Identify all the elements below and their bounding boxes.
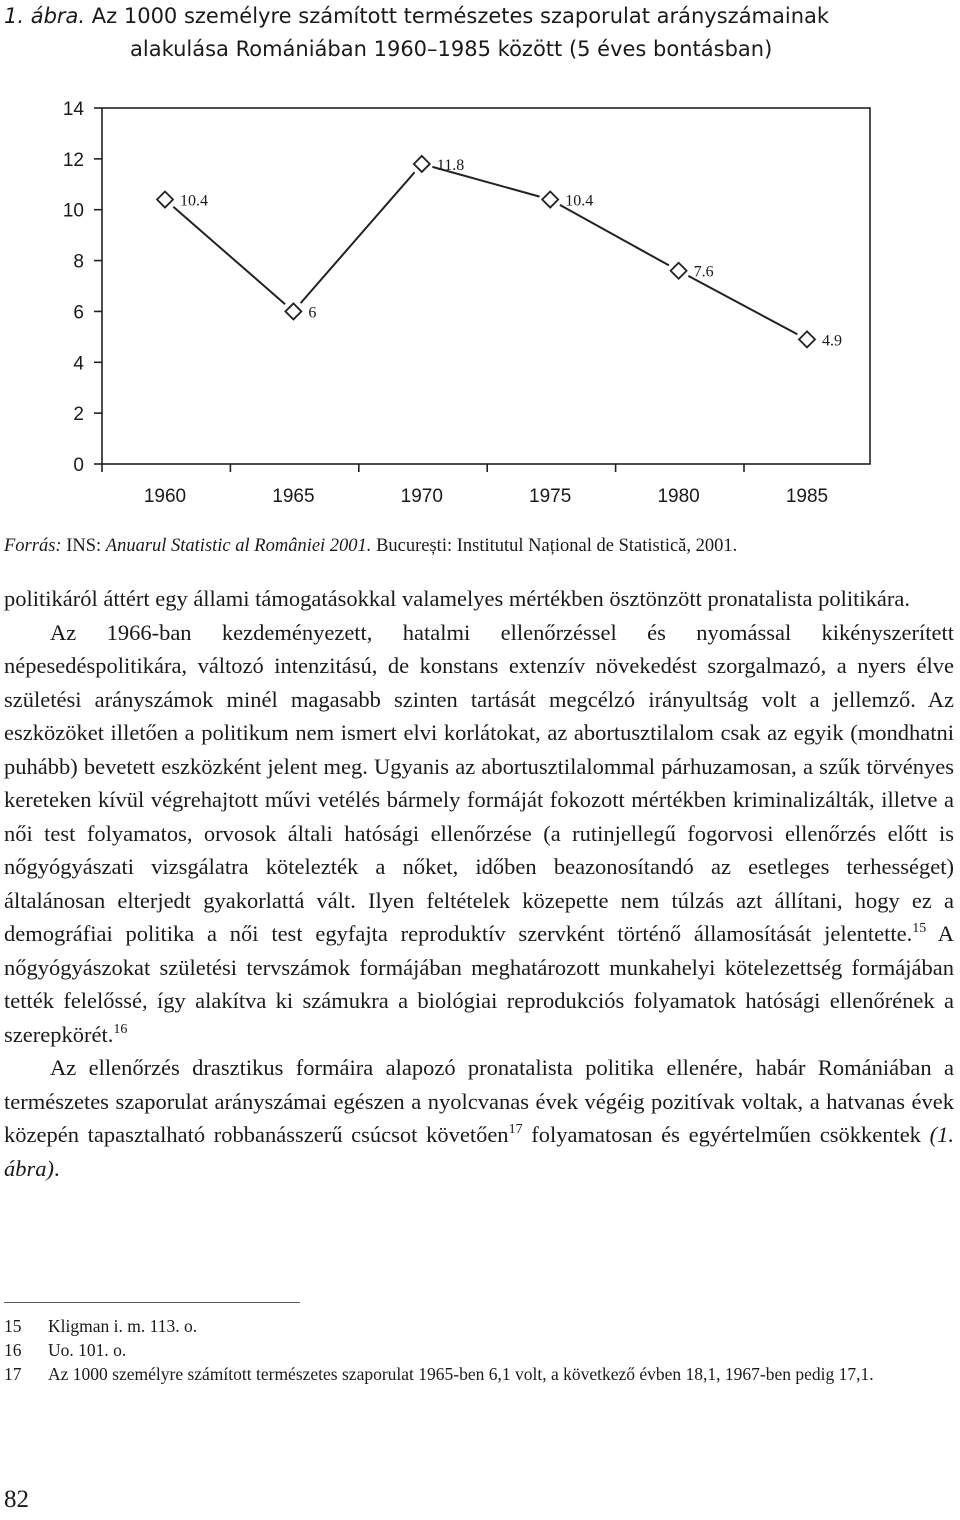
series-line-segment bbox=[560, 205, 669, 266]
series-line-segment bbox=[301, 172, 415, 303]
footnote-text: Az 1000 személyre számított természetes szaporulat 1965-ben 6,1 volt, a következő évben 18,1, 1967-ben pedig 17,1. bbox=[48, 1364, 874, 1384]
figure-caption-line2: alakulása Romániában 1960–1985 között (5 éves bontásban) bbox=[130, 37, 773, 61]
data-label: 11.8 bbox=[436, 156, 465, 174]
y-tick-label: 6 bbox=[73, 302, 84, 324]
source-rest: București: Institutul Național de Statistică, 2001. bbox=[376, 536, 738, 556]
y-tick-label: 10 bbox=[62, 200, 84, 222]
x-tick-label: 1965 bbox=[272, 486, 315, 507]
series-line-segment bbox=[688, 276, 797, 334]
x-tick-label: 1970 bbox=[400, 486, 443, 507]
paragraph-3 bbox=[4, 1051, 954, 1185]
paragraph-3-text-a: Az ellenőrzés drasztikus formáira alapozó pronatalista politika ellenére, habár Romániában a természetes szaporulat arányszámai egészen a nyolcvanas évek végéig pozitívak voltak, a hatvanas évek közepén tapasztalható robbanásszerű csúcsot követően bbox=[4, 1055, 954, 1147]
paragraph-2-text-a: Az 1966-ban kezdeményezett, hatalmi ellenőrzéssel és nyomással kikényszerített népesedéspolitikára, változó intenzitású, de konstans extenzív növekedést szorgalmazó, a nyers élve születési arányszámok minél magasabb szinten tartását megcélzó irányultság volt a jellemző. Az eszközöket illetően a politikum nem ismert elvi korlátokat, az abortusztilalom csak az egyik (mondhatni puhább) bevetett eszközként jelent meg. Ugyanis az abortusztilalommal párhuzamosan, a szűk törvényes kereteken kívül végrehajtott művi vetélés bármely formáját fokozott mértékben kriminalizálták, illetve a női test folyamatos, orvosok általi hatósági ellenőrzése (a rutinjellegű fogorvosi ellenőrzés előtt is nőgyógyászati vizsgálatra kötelezték a nőket, időben beazonosítandó az esetleges terhességet) általánosan elterjedt gyakorlattá vált. Ilyen feltételek közepette nem túlzás azt állítani, hogy ez a demográfiai politika a női test egyfajta reproduktív szervként történő államosítását jelentette. bbox=[4, 619, 954, 946]
figure-caption-line1: Az 1000 személyre számított természetes szaporulat arányszámainak bbox=[91, 4, 830, 28]
x-tick-label: 1980 bbox=[657, 486, 700, 507]
footnote-number: 15 bbox=[4, 1316, 22, 1336]
data-label: 7.6 bbox=[693, 263, 714, 281]
paragraph-3-end: . bbox=[54, 1155, 60, 1181]
paragraph-2 bbox=[4, 616, 954, 1052]
body-text bbox=[4, 582, 954, 1185]
data-point bbox=[671, 263, 687, 279]
data-label: 4.9 bbox=[822, 332, 842, 350]
footnote-17 bbox=[4, 1362, 954, 1386]
data-label: 10.4 bbox=[565, 192, 594, 210]
footnote-number: 17 bbox=[4, 1364, 22, 1384]
figure-reference[interactable]: (1. ábra) bbox=[4, 1122, 954, 1181]
footnote-ref-16[interactable]: 16 bbox=[113, 1021, 128, 1037]
paragraph-1: politikáról áttért egy állami támogatásokkal valamelyes mértékben ösztönzött pronatalista politikára. bbox=[4, 586, 910, 611]
line-chart bbox=[0, 84, 960, 520]
data-point bbox=[414, 156, 430, 172]
paragraph-3-text-b: folyamatosan és egyértelműen csökkentek bbox=[522, 1122, 930, 1147]
footnote-ref-15[interactable]: 15 bbox=[912, 921, 927, 936]
figure-source bbox=[4, 534, 954, 558]
data-point bbox=[285, 303, 301, 319]
y-tick-label: 2 bbox=[73, 404, 84, 426]
x-tick-label: 1975 bbox=[529, 486, 572, 507]
y-tick-label: 4 bbox=[73, 353, 84, 375]
figure-caption bbox=[4, 0, 954, 66]
data-label: 6 bbox=[308, 304, 317, 322]
x-tick-label: 1960 bbox=[143, 486, 187, 507]
data-point bbox=[542, 192, 558, 208]
data-point bbox=[157, 192, 173, 208]
footnotes bbox=[4, 1314, 954, 1386]
footnote-number: 16 bbox=[4, 1340, 22, 1360]
data-label: 10.4 bbox=[180, 192, 208, 210]
page-number: 82 bbox=[4, 1486, 29, 1513]
data-point bbox=[799, 331, 815, 347]
source-org: INS: bbox=[66, 536, 102, 556]
footnote-text: Kligman i. m. 113. o. bbox=[48, 1316, 198, 1336]
footnote-divider bbox=[4, 1302, 300, 1303]
paragraph-2-text-b: A nőgyógyászokat születési tervszámok formájában meghatározott munkahelyi kötelezettség formájában tették felelőssé, így alakítva ki számukra a biológiai reprodukciós folyamatok hatósági ellenőrének a szerepkörét. bbox=[4, 921, 954, 1047]
footnote-ref-17[interactable]: 17 bbox=[508, 1122, 523, 1137]
plot-area bbox=[102, 108, 870, 464]
y-tick-label: 8 bbox=[73, 251, 84, 273]
y-tick-label: 12 bbox=[62, 149, 84, 171]
series-line-segment bbox=[173, 207, 285, 304]
source-title: Anuarul Statistic al României 2001. bbox=[105, 536, 372, 556]
footnote-text: Uo. 101. o. bbox=[48, 1340, 127, 1360]
footnote-16 bbox=[4, 1338, 954, 1362]
figure-label: 1. ábra. bbox=[4, 4, 86, 28]
source-label: Forrás: bbox=[4, 536, 62, 556]
x-tick-label: 1985 bbox=[785, 486, 829, 507]
y-tick-label: 0 bbox=[73, 455, 84, 476]
footnote-15 bbox=[4, 1314, 954, 1338]
y-tick-label: 14 bbox=[62, 99, 84, 120]
